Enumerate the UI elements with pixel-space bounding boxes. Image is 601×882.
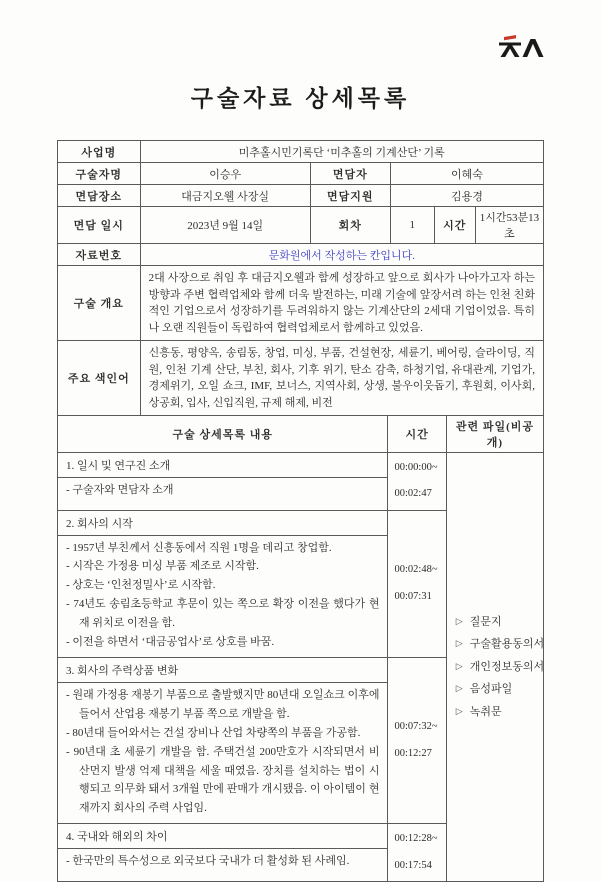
file-list-item	[456, 701, 539, 724]
round-value: 1	[390, 207, 434, 244]
narrator-label: 구술자명	[58, 163, 141, 185]
triangle-bullet-icon: ▷	[455, 638, 463, 649]
project-value: 미추홀시민기록단 ‘미추홀의 기계산단’ 기록	[140, 141, 543, 163]
duration-label: 시간	[434, 207, 475, 244]
section-3-items	[58, 682, 388, 823]
table-row	[58, 244, 544, 266]
support-label: 면담지원	[310, 185, 390, 207]
round-label: 회차	[310, 207, 390, 244]
content-area	[57, 140, 544, 882]
list-item: - 구술자와 면담자 소개	[66, 484, 174, 496]
org-logo-icon	[497, 34, 545, 62]
table-row	[58, 453, 544, 478]
duration-value: 1시간53분13초	[475, 207, 543, 244]
file-name: 녹취문	[469, 705, 502, 718]
list-item: - 80년대 들어와서는 건설 장비나 산업 차량쪽의 부품을 가공함.	[66, 726, 361, 739]
list-item: - 원래 가정용 재봉기 부품으로 출발했지만 80년대 오일쇼크 이후에 들어서 산업용 재봉기 부품 쪽으로 개발을 함.	[66, 688, 380, 720]
place-label: 면담장소	[58, 185, 141, 207]
section-3-title: 3. 회사의 주력상품 변화	[58, 657, 388, 682]
table-row	[58, 163, 544, 185]
info-table	[57, 140, 544, 416]
list-item: - 한국만의 특수성으로 외국보다 국내가 더 활성화 된 사례임.	[66, 855, 350, 868]
time-end: 00:12:27	[394, 747, 432, 759]
file-list-item	[456, 611, 539, 634]
time-column-header: 시간	[388, 416, 446, 453]
page-title: 구술자료 상세목록	[190, 86, 411, 111]
table-row	[58, 341, 544, 416]
related-files-cell	[446, 453, 543, 882]
section-2-title: 2. 회사의 시작	[58, 510, 388, 535]
section-1-title: 1. 일시 및 연구진 소개	[58, 453, 388, 478]
summary-text: 2대 사장으로 취임 후 대금지오웰과 함께 성장하고 앞으로 회사가 나아가고자 하는 방향과 주변 협력업체와 함께 더욱 발전하는, 미래 기술에 앞장서려 하는 인천 친화적인 기업으로서 성장하기를 두려워하지 않는 기계산단의 2세대 기업이었음. 특히나 오랜 직원들이 독립하여 협력업체로서 함께하고 있었음.	[140, 266, 543, 341]
table-row	[58, 207, 544, 244]
section-2-time	[388, 510, 446, 657]
triangle-bullet-icon: ▷	[455, 615, 463, 626]
date-value: 2023년 9월 14일	[140, 207, 310, 244]
file-name: 구술활용동의서	[469, 638, 545, 651]
time-start: 00:07:32~	[394, 721, 438, 733]
triangle-bullet-icon: ▷	[455, 705, 463, 716]
list-item: - 90년대 초 세륜기 개발을 함. 주택건설 200만호가 시작되면서 비산먼지 발생 억제 대책을 세울 때였음. 장치를 설치하는 법이 시행되고 의무화 돼서 3개월 만에 판매가 개시됐음. 이 아이템이 현재까지 회사의 주력 사업임.	[66, 745, 380, 815]
triangle-bullet-icon: ▷	[455, 683, 463, 694]
file-list-item	[455, 656, 545, 679]
file-list-item	[456, 678, 539, 701]
place-value: 대금지오웰 사장실	[140, 185, 310, 207]
list-item: - 상호는 ‘인천정밀사’로 시작함.	[66, 579, 216, 592]
interviewer-label: 면담자	[310, 163, 390, 185]
detail-table	[57, 415, 544, 882]
list-item: - 시작은 가정용 미싱 부품 제조로 시작함.	[66, 560, 259, 573]
section-4-items	[58, 849, 388, 882]
section-4-time	[388, 824, 446, 882]
triangle-bullet-icon: ▷	[455, 660, 463, 671]
time-end: 00:17:54	[394, 859, 432, 871]
content-column-header: 구술 상세목록 내용	[58, 416, 388, 453]
time-end: 00:07:31	[394, 590, 432, 602]
section-1-time	[388, 453, 446, 511]
table-row	[58, 141, 544, 163]
file-list-item	[455, 633, 545, 656]
list-item: - 1957년 부친께서 신흥동에서 직원 1명을 데리고 창업함.	[66, 541, 332, 554]
date-label: 면담 일시	[58, 207, 141, 244]
file-name: 개인정보동의서	[469, 660, 545, 673]
time-start: 00:02:48~	[394, 564, 438, 576]
keywords-text: 신흥동, 평양옥, 송림동, 창업, 미싱, 부품, 건설현장, 세륜기, 베어링, 슬라이딩, 직원, 인천 기계 산단, 부친, 회사, 기후 위기, 탄소 감축, 하청기업, 유대관계, 기업가, 경제위기, 오일 쇼크, IMF, 보너스, 지역사회, 상생, 불우이웃돕기, 후원회, 이사회, 상공회, 입사, 신입직원, 규제 해제, 비전	[140, 341, 543, 416]
project-label: 사업명	[58, 141, 141, 163]
section-4-title: 4. 국내와 해외의 차이	[58, 824, 388, 849]
keywords-label: 주요 색인어	[58, 341, 141, 416]
doc-no-label: 자료번호	[58, 244, 141, 266]
narrator-value: 이승우	[140, 163, 310, 185]
doc-no-note: 문화원에서 작성하는 칸입니다.	[140, 244, 543, 266]
table-row	[58, 185, 544, 207]
table-header-row	[58, 416, 544, 453]
time-start: 00:00:00~	[394, 462, 438, 473]
summary-label: 구술 개요	[58, 266, 141, 341]
list-item: - 이전을 하면서 ‘대금공업사’로 상호를 바꿈.	[66, 636, 275, 649]
table-row	[58, 266, 544, 341]
section-3-time	[388, 657, 446, 823]
section-1-items	[58, 478, 388, 511]
time-end: 00:02:47	[394, 488, 432, 500]
interviewer-value: 이혜숙	[390, 163, 543, 185]
section-2-items	[58, 535, 388, 657]
list-item: - 74년도 송림초등학교 후문이 있는 쪽으로 확장 이전을 했다가 현재 위치로 이전을 함.	[66, 598, 380, 630]
time-start: 00:12:28~	[394, 833, 438, 845]
file-name: 음성파일	[469, 683, 513, 696]
file-name: 질문지	[469, 615, 502, 628]
support-value: 김용경	[390, 185, 543, 207]
files-column-header: 관련 파일(비공개)	[446, 416, 543, 453]
